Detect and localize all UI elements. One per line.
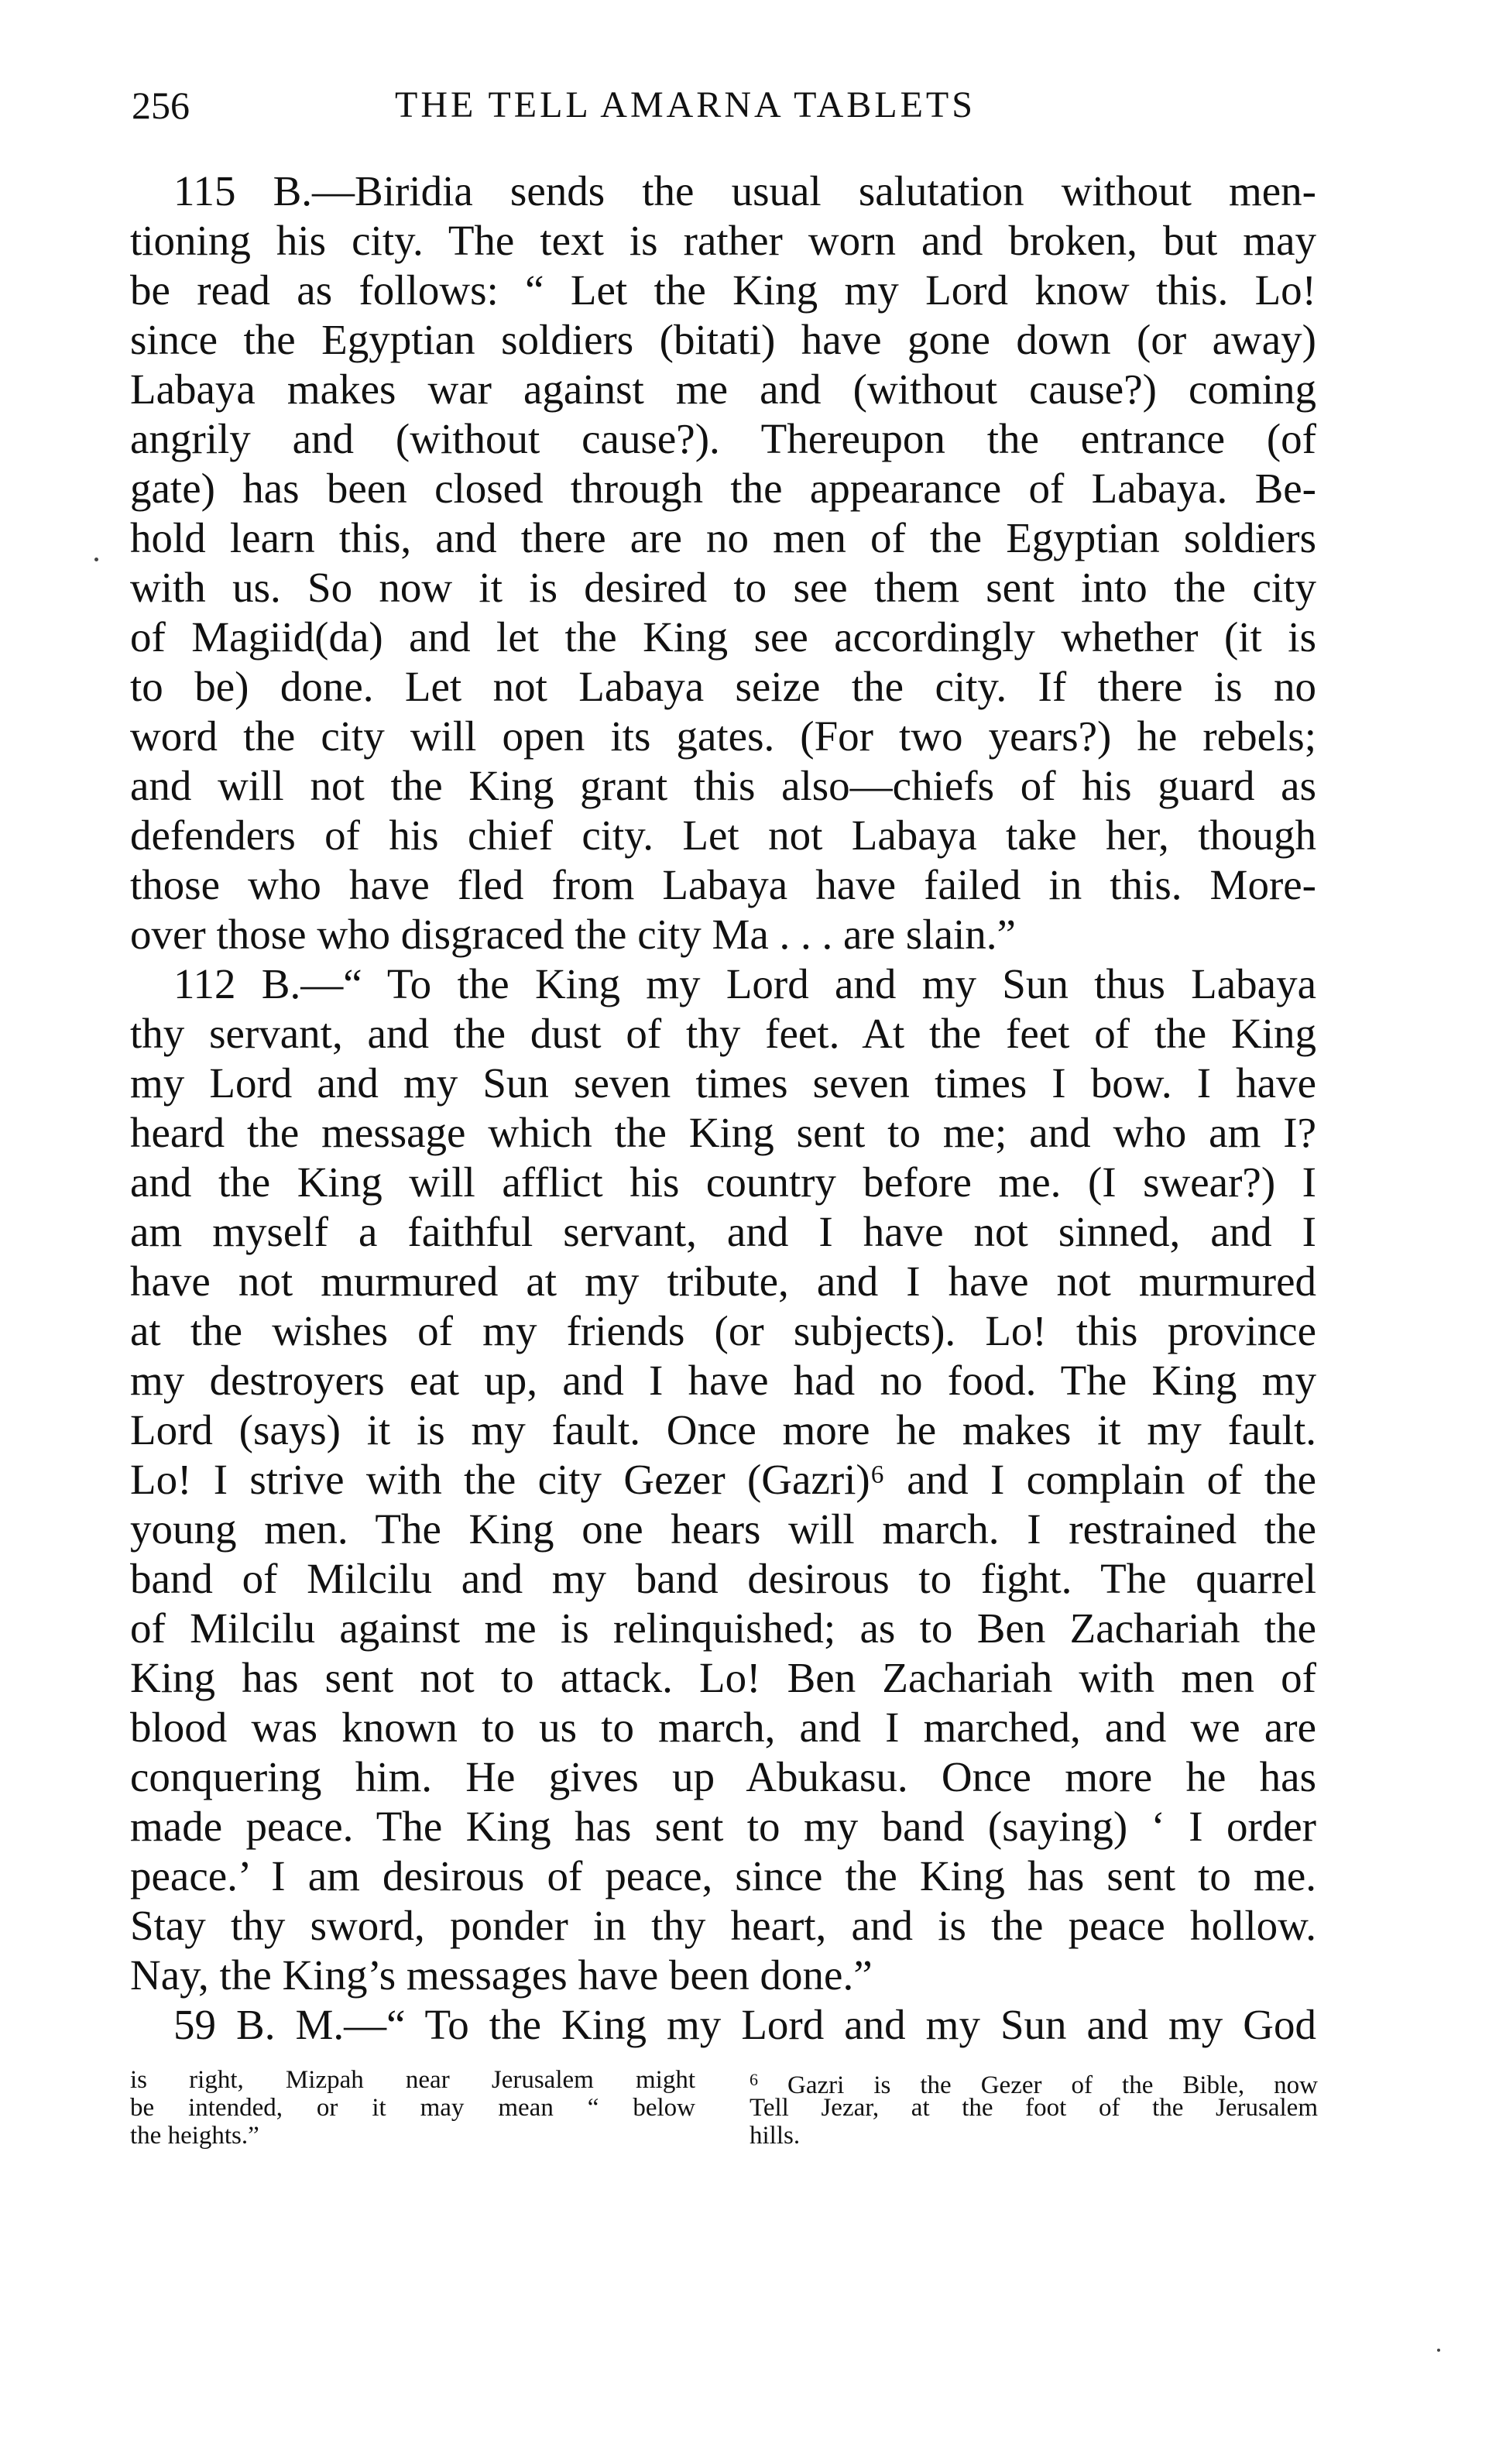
text-line: hold learn this, and there are no men of the Egyptian soldiers [130, 514, 1316, 561]
footnote-line: Tell Jezar, at the foot of the Jerusalem [750, 2094, 1318, 2122]
text-line: young men. The King one hears will march. I restrained the [130, 1505, 1316, 1553]
text-line: 112 B.—“ To the King my Lord and my Sun thus Labaya [173, 960, 1316, 1007]
text-line: 59 B. M.—“ To the King my Lord and my Sun and my God [173, 2001, 1316, 2048]
text-line: peace.’ I am desirous of peace, since the King has sent to me. [130, 1852, 1316, 1899]
footnote-line [750, 2066, 1318, 2099]
text-line: conquering him. He gives up Abukasu. Once more he has [130, 1753, 1316, 1800]
footnote-right [750, 2066, 1318, 2150]
text-line: angrily and (without cause?). Thereupon the entrance (of [130, 415, 1316, 462]
text-line: and the King will afflict his country before me. (I swear?) I [130, 1158, 1316, 1206]
text-line: gate) has been closed through the appearance of Labaya. Be- [130, 465, 1316, 512]
page-number: 256 [132, 84, 190, 127]
text-line: be read as follows: “ Let the King my Lord know this. Lo! [130, 266, 1316, 314]
footnote-line: hills. [750, 2122, 801, 2150]
footnote-line: is right, Mizpah near Jerusalem might [130, 2066, 695, 2094]
text-line: defenders of his chief city. Let not Labaya take her, though [130, 812, 1316, 859]
footnote-line: be intended, or it may mean “ below [130, 2094, 695, 2122]
text-line: King has sent not to attack. Lo! Ben Zachariah with men of [130, 1654, 1316, 1701]
footnote-text: Gazri is the Gezer of the Bible, now [787, 2071, 1318, 2099]
text-line: am myself a faithful servant, and I have not sinned, and I [130, 1208, 1316, 1255]
text-line: those who have fled from Labaya have failed in this. More- [130, 861, 1316, 908]
footnote-line: the heights.” [130, 2122, 259, 2150]
text-line: band of Milcilu and my band desirous to fight. The quarrel [130, 1555, 1316, 1602]
text-line: Labaya makes war against me and (without cause?) coming [130, 365, 1316, 413]
running-title: THE TELL AMARNA TABLETS [395, 84, 976, 125]
text-line: blood was known to us to march, and I marched, and we are [130, 1704, 1316, 1751]
page-header [132, 74, 1316, 136]
scan-speck [1437, 2349, 1440, 2352]
text-line: word the city will open its gates. (For two years?) he rebels; [130, 712, 1316, 760]
text-line: my destroyers eat up, and I have had no food. The King my [130, 1357, 1316, 1404]
text-line: and will not the King grant this also—chiefs of his guard as [130, 762, 1316, 809]
text-line: tioning his city. The text is rather worn and broken, but may [130, 217, 1316, 264]
text-line: heard the message which the King sent to me; and who am I? [130, 1109, 1316, 1156]
text-line: since the Egyptian soldiers (bitati) have gone down (or away) [130, 316, 1316, 363]
text-line: with us. So now it is desired to see them sent into the city [130, 564, 1316, 611]
footnote-marker: 6 [750, 2070, 758, 2089]
text-line: to be) done. Let not Labaya seize the city. If there is no [130, 663, 1316, 710]
text-line: have not murmured at my tribute, and I have not murmured [130, 1258, 1316, 1305]
scan-speck [94, 558, 98, 561]
text-line: made peace. The King has sent to my band (saying) ‘ I order [130, 1803, 1316, 1850]
footnote-left [130, 2066, 695, 2150]
text-line: of Milcilu against me is relinquished; as to Ben Zachariah the [130, 1604, 1316, 1652]
text-line: Lo! I strive with the city Gezer (Gazri)⁶ and I complain of the [130, 1456, 1316, 1503]
text-line: of Magiid(da) and let the King see accordingly whether (it is [130, 613, 1316, 661]
text-line: Lord (says) it is my fault. Once more he makes it my fault. [130, 1406, 1316, 1453]
text-line: Nay, the King’s messages have been done.” [130, 1951, 873, 1999]
text-line: at the wishes of my friends (or subjects). Lo! this province [130, 1307, 1316, 1354]
text-line: my Lord and my Sun seven times seven times I bow. I have [130, 1059, 1316, 1107]
text-line: Stay thy sword, ponder in thy heart, and is the peace hollow. [130, 1902, 1316, 1949]
text-line: over those who disgraced the city Ma . . . are slain.” [130, 911, 1016, 958]
text-line: thy servant, and the dust of thy feet. At the feet of the King [130, 1010, 1316, 1057]
text-line: 115 B.—Biridia sends the usual salutation without men- [173, 167, 1316, 214]
